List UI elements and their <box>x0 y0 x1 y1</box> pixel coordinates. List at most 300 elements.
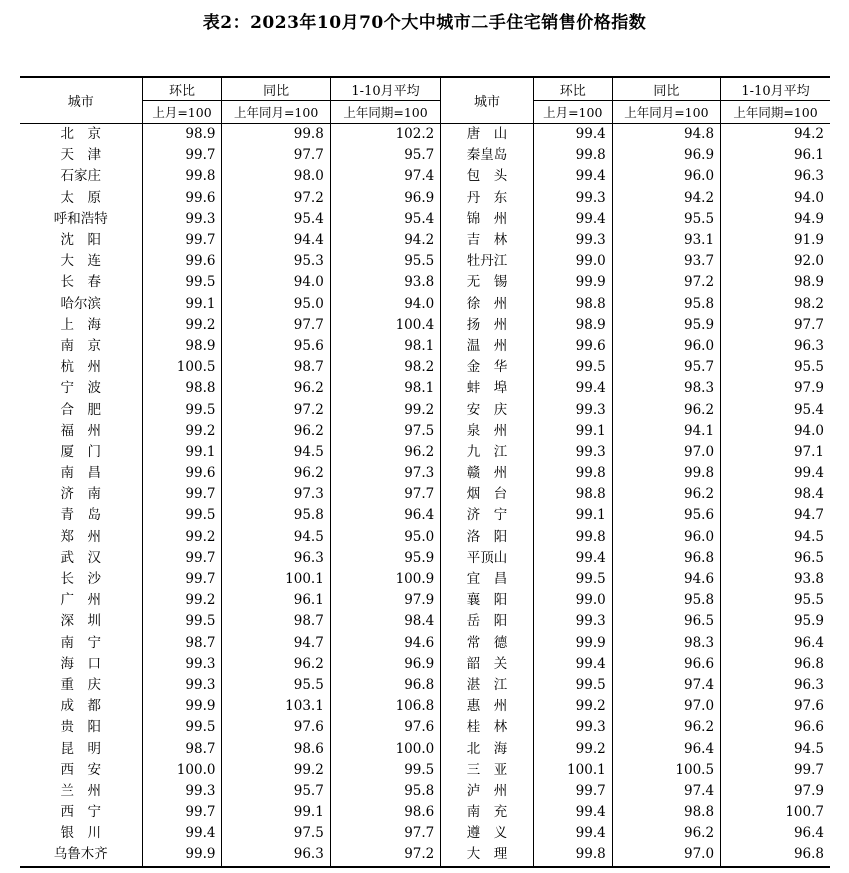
ytd-value-left: 96.8 <box>330 675 440 696</box>
yoy-value-right: 96.0 <box>612 166 720 187</box>
city-name-left: 兰 州 <box>60 782 101 799</box>
yoy-value-right: 94.2 <box>612 188 720 209</box>
mom-value-left: 99.2 <box>142 527 222 548</box>
ytd-value-left: 95.5 <box>330 251 440 272</box>
ytd-value-left: 97.7 <box>330 484 440 505</box>
ytd-value-right: 99.7 <box>721 760 830 781</box>
mom-value-right: 99.9 <box>533 633 612 654</box>
yoy-value-left: 95.3 <box>222 251 330 272</box>
header-city-left: 城市 <box>20 77 142 124</box>
city-name-left: 厦 门 <box>60 443 101 460</box>
city-name-left: 合 肥 <box>60 401 101 418</box>
ytd-value-right: 95.4 <box>721 399 830 420</box>
mom-value-left: 99.1 <box>142 442 222 463</box>
ytd-value-right: 97.7 <box>721 315 830 336</box>
city-name-right: 徐 州 <box>441 294 534 315</box>
table-row <box>20 442 830 463</box>
yoy-value-right: 96.6 <box>612 654 720 675</box>
city-name-right: 安 庆 <box>441 399 534 420</box>
mom-value-right: 99.4 <box>533 209 612 230</box>
yoy-value-right: 96.5 <box>612 611 720 632</box>
mom-value-right: 99.4 <box>533 823 612 844</box>
city-name-left: 广 州 <box>60 592 101 609</box>
yoy-value-left: 98.7 <box>222 611 330 632</box>
mom-value-left: 98.9 <box>142 336 222 357</box>
city-name-right: 金 华 <box>441 357 534 378</box>
header-yoy-left: 同比 <box>222 77 330 101</box>
yoy-value-left: 96.2 <box>222 421 330 442</box>
city-name-right: 丹 东 <box>441 188 534 209</box>
table-row <box>20 590 830 611</box>
mom-value-right: 98.8 <box>533 484 612 505</box>
mom-value-left: 99.4 <box>142 823 222 844</box>
yoy-value-left: 96.3 <box>222 844 330 866</box>
ytd-value-left: 95.7 <box>330 145 440 166</box>
ytd-value-right: 94.5 <box>721 738 830 759</box>
ytd-value-right: 96.8 <box>721 654 830 675</box>
ytd-value-right: 96.4 <box>721 823 830 844</box>
ytd-value-left: 94.2 <box>330 230 440 251</box>
mom-value-right: 99.0 <box>533 590 612 611</box>
yoy-value-left: 94.5 <box>222 527 330 548</box>
city-name-left: 西 宁 <box>60 804 101 821</box>
city-name-left: 长 沙 <box>60 571 101 588</box>
table-row <box>20 844 830 866</box>
yoy-value-left: 97.5 <box>222 823 330 844</box>
yoy-value-right: 94.8 <box>612 124 720 146</box>
city-name-left: 石家庄 <box>60 168 101 185</box>
city-name-right: 包 头 <box>441 166 534 187</box>
yoy-value-left: 94.5 <box>222 442 330 463</box>
mom-value-left: 99.7 <box>142 802 222 823</box>
ytd-value-left: 106.8 <box>330 696 440 717</box>
mom-value-left: 98.7 <box>142 633 222 654</box>
city-name-right: 唐 山 <box>441 124 534 146</box>
ytd-value-left: 94.0 <box>330 294 440 315</box>
mom-value-right: 99.3 <box>533 717 612 738</box>
ytd-value-right: 95.5 <box>721 357 830 378</box>
mom-value-left: 99.7 <box>142 548 222 569</box>
ytd-value-left: 93.8 <box>330 272 440 293</box>
table-row <box>20 823 830 844</box>
city-name-left: 乌鲁木齐 <box>20 844 142 866</box>
city-name-right: 秦皇岛 <box>441 145 534 166</box>
header-yoy-base-left: 上年同月=100 <box>222 101 330 124</box>
table-row <box>20 717 830 738</box>
table-row <box>20 654 830 675</box>
city-name-left: 哈尔滨 <box>60 295 101 312</box>
table-row <box>20 633 830 654</box>
table-row <box>20 399 830 420</box>
mom-value-left: 99.5 <box>142 717 222 738</box>
ytd-value-left: 97.6 <box>330 717 440 738</box>
ytd-value-right: 95.9 <box>721 611 830 632</box>
ytd-value-left: 98.4 <box>330 611 440 632</box>
city-name-left: 青 岛 <box>60 507 101 524</box>
city-name-left: 大 连 <box>60 253 101 270</box>
ytd-value-left: 102.2 <box>330 124 440 146</box>
mom-value-right: 98.8 <box>533 294 612 315</box>
ytd-value-right: 99.4 <box>721 463 830 484</box>
city-name-right: 惠 州 <box>441 696 534 717</box>
ytd-value-left: 95.4 <box>330 209 440 230</box>
mom-value-right: 99.4 <box>533 124 612 146</box>
ytd-value-left: 98.6 <box>330 802 440 823</box>
mom-value-left: 99.5 <box>142 399 222 420</box>
city-name-left: 南 宁 <box>60 634 101 651</box>
mom-value-right: 99.2 <box>533 738 612 759</box>
yoy-value-right: 93.7 <box>612 251 720 272</box>
yoy-value-left: 96.2 <box>222 654 330 675</box>
ytd-value-right: 96.6 <box>721 717 830 738</box>
city-name-left: 太 原 <box>60 189 101 206</box>
mom-value-left: 99.3 <box>142 781 222 802</box>
city-name-left: 银 川 <box>60 825 101 842</box>
yoy-value-left: 97.3 <box>222 484 330 505</box>
yoy-value-left: 96.2 <box>222 463 330 484</box>
yoy-value-right: 95.5 <box>612 209 720 230</box>
mom-value-right: 98.9 <box>533 315 612 336</box>
yoy-value-left: 95.8 <box>222 505 330 526</box>
yoy-value-right: 95.6 <box>612 505 720 526</box>
city-name-right: 大 理 <box>441 844 534 866</box>
ytd-value-right: 100.7 <box>721 802 830 823</box>
ytd-value-left: 97.2 <box>330 844 440 866</box>
mom-value-right: 99.6 <box>533 336 612 357</box>
city-name-right: 岳 阳 <box>441 611 534 632</box>
yoy-value-left: 96.2 <box>222 378 330 399</box>
mom-value-left: 99.3 <box>142 675 222 696</box>
yoy-value-right: 96.8 <box>612 548 720 569</box>
table-row <box>20 548 830 569</box>
table-row <box>20 209 830 230</box>
ytd-value-right: 94.0 <box>721 421 830 442</box>
table-row <box>20 294 830 315</box>
yoy-value-left: 98.7 <box>222 357 330 378</box>
city-name-right: 牡丹江 <box>441 251 534 272</box>
yoy-value-left: 96.1 <box>222 590 330 611</box>
mom-value-right: 99.8 <box>533 145 612 166</box>
yoy-value-right: 94.6 <box>612 569 720 590</box>
city-name-left: 济 南 <box>60 486 101 503</box>
header-ytd-right: 1-10月平均 <box>721 77 830 101</box>
table-row <box>20 421 830 442</box>
table-row <box>20 611 830 632</box>
mom-value-right: 99.2 <box>533 696 612 717</box>
city-name-left: 郑 州 <box>60 528 101 545</box>
yoy-value-right: 96.2 <box>612 484 720 505</box>
yoy-value-right: 97.4 <box>612 675 720 696</box>
city-name-left: 武 汉 <box>60 549 101 566</box>
ytd-value-right: 98.9 <box>721 272 830 293</box>
mom-value-left: 100.0 <box>142 760 222 781</box>
table-title: 表2：2023年10月70个大中城市二手住宅销售价格指数 <box>202 13 647 33</box>
mom-value-left: 99.9 <box>142 696 222 717</box>
ytd-value-left: 99.5 <box>330 760 440 781</box>
table-row <box>20 145 830 166</box>
city-name-right: 遵 义 <box>441 823 534 844</box>
yoy-value-right: 98.8 <box>612 802 720 823</box>
mom-value-left: 99.1 <box>142 294 222 315</box>
ytd-value-left: 97.7 <box>330 823 440 844</box>
yoy-value-right: 97.0 <box>612 442 720 463</box>
mom-value-right: 99.3 <box>533 442 612 463</box>
mom-value-left: 99.5 <box>142 505 222 526</box>
yoy-value-left: 97.2 <box>222 399 330 420</box>
city-name-left: 沈 阳 <box>60 232 101 249</box>
mom-value-right: 99.8 <box>533 844 612 866</box>
city-name-left: 杭 州 <box>60 359 101 376</box>
ytd-value-left: 98.1 <box>330 378 440 399</box>
mom-value-right: 99.0 <box>533 251 612 272</box>
city-name-left: 西 安 <box>60 761 101 778</box>
city-name-right: 蚌 埠 <box>441 378 534 399</box>
mom-value-right: 99.3 <box>533 188 612 209</box>
table-row <box>20 463 830 484</box>
mom-value-right: 99.4 <box>533 802 612 823</box>
ytd-value-left: 96.9 <box>330 654 440 675</box>
mom-value-right: 99.4 <box>533 548 612 569</box>
ytd-value-left: 97.5 <box>330 421 440 442</box>
mom-value-left: 99.6 <box>142 463 222 484</box>
table-row <box>20 378 830 399</box>
ytd-value-right: 92.0 <box>721 251 830 272</box>
ytd-value-right: 96.3 <box>721 336 830 357</box>
city-name-right: 韶 关 <box>441 654 534 675</box>
table-row <box>20 569 830 590</box>
ytd-value-left: 95.8 <box>330 781 440 802</box>
mom-value-left: 99.3 <box>142 209 222 230</box>
city-name-left: 北 京 <box>60 126 101 143</box>
table-row <box>20 505 830 526</box>
ytd-value-right: 97.9 <box>721 781 830 802</box>
header-ytd-base-left: 上年同期=100 <box>330 101 440 124</box>
mom-value-left: 99.6 <box>142 188 222 209</box>
mom-value-left: 99.8 <box>142 166 222 187</box>
table-row <box>20 166 830 187</box>
ytd-value-right: 97.1 <box>721 442 830 463</box>
yoy-value-left: 97.7 <box>222 145 330 166</box>
yoy-value-right: 95.8 <box>612 294 720 315</box>
city-name-right: 吉 林 <box>441 230 534 251</box>
yoy-value-left: 95.0 <box>222 294 330 315</box>
yoy-value-left: 99.2 <box>222 760 330 781</box>
ytd-value-left: 94.6 <box>330 633 440 654</box>
city-name-left: 天 津 <box>60 147 101 164</box>
city-name-left: 宁 波 <box>60 380 101 397</box>
header-ytd-base-right: 上年同期=100 <box>721 101 830 124</box>
ytd-value-right: 96.3 <box>721 675 830 696</box>
city-name-left: 福 州 <box>60 422 101 439</box>
mom-value-left: 100.5 <box>142 357 222 378</box>
table-row <box>20 188 830 209</box>
yoy-value-left: 94.7 <box>222 633 330 654</box>
ytd-value-left: 99.2 <box>330 399 440 420</box>
city-name-right: 洛 阳 <box>441 527 534 548</box>
ytd-value-right: 98.4 <box>721 484 830 505</box>
yoy-value-left: 95.7 <box>222 781 330 802</box>
mom-value-left: 99.7 <box>142 569 222 590</box>
yoy-value-left: 98.0 <box>222 166 330 187</box>
mom-value-left: 99.9 <box>142 844 222 866</box>
yoy-value-right: 96.2 <box>612 399 720 420</box>
yoy-value-left: 103.1 <box>222 696 330 717</box>
city-name-right: 湛 江 <box>441 675 534 696</box>
yoy-value-right: 98.3 <box>612 633 720 654</box>
yoy-value-left: 100.1 <box>222 569 330 590</box>
ytd-value-right: 96.5 <box>721 548 830 569</box>
header-city-right: 城市 <box>441 77 534 124</box>
table-row <box>20 124 830 146</box>
table-row <box>20 315 830 336</box>
ytd-value-right: 94.0 <box>721 188 830 209</box>
ytd-value-left: 100.9 <box>330 569 440 590</box>
ytd-value-right: 97.6 <box>721 696 830 717</box>
yoy-value-right: 96.9 <box>612 145 720 166</box>
ytd-value-right: 96.8 <box>721 844 830 866</box>
yoy-value-right: 98.3 <box>612 378 720 399</box>
mom-value-right: 99.4 <box>533 378 612 399</box>
city-name-right: 锦 州 <box>441 209 534 230</box>
yoy-value-left: 99.1 <box>222 802 330 823</box>
yoy-value-left: 95.5 <box>222 675 330 696</box>
ytd-value-left: 97.3 <box>330 463 440 484</box>
yoy-value-right: 97.0 <box>612 844 720 866</box>
ytd-value-right: 96.1 <box>721 145 830 166</box>
ytd-value-right: 96.4 <box>721 633 830 654</box>
ytd-value-left: 95.0 <box>330 527 440 548</box>
yoy-value-left: 95.4 <box>222 209 330 230</box>
mom-value-left: 98.9 <box>142 124 222 146</box>
yoy-value-right: 96.2 <box>612 717 720 738</box>
mom-value-right: 99.8 <box>533 463 612 484</box>
city-name-right: 南 充 <box>441 802 534 823</box>
table-row <box>20 527 830 548</box>
mom-value-right: 99.7 <box>533 781 612 802</box>
table-row <box>20 738 830 759</box>
header-mom-base-right: 上月=100 <box>533 101 612 124</box>
mom-value-left: 99.2 <box>142 421 222 442</box>
yoy-value-right: 95.7 <box>612 357 720 378</box>
city-name-right: 济 宁 <box>441 505 534 526</box>
yoy-value-right: 99.8 <box>612 463 720 484</box>
mom-value-left: 99.7 <box>142 145 222 166</box>
yoy-value-left: 94.0 <box>222 272 330 293</box>
ytd-value-left: 98.2 <box>330 357 440 378</box>
ytd-value-right: 95.5 <box>721 590 830 611</box>
city-name-left: 南 京 <box>60 337 101 354</box>
city-name-left: 重 庆 <box>60 676 101 693</box>
yoy-value-right: 96.4 <box>612 738 720 759</box>
mom-value-right: 99.4 <box>533 166 612 187</box>
mom-value-right: 99.8 <box>533 527 612 548</box>
city-name-right: 扬 州 <box>441 315 534 336</box>
city-name-left: 深 圳 <box>60 613 101 630</box>
mom-value-left: 99.7 <box>142 230 222 251</box>
ytd-value-right: 91.9 <box>721 230 830 251</box>
city-name-left: 上 海 <box>60 316 101 333</box>
mom-value-left: 99.2 <box>142 590 222 611</box>
city-name-left: 呼和浩特 <box>53 210 108 227</box>
yoy-value-right: 100.5 <box>612 760 720 781</box>
mom-value-right: 99.1 <box>533 505 612 526</box>
city-name-right: 三 亚 <box>441 760 534 781</box>
ytd-value-left: 96.4 <box>330 505 440 526</box>
city-name-left: 海 口 <box>60 655 101 672</box>
ytd-value-left: 98.1 <box>330 336 440 357</box>
mom-value-right: 99.3 <box>533 611 612 632</box>
ytd-value-left: 100.4 <box>330 315 440 336</box>
city-name-left: 成 都 <box>60 698 101 715</box>
mom-value-left: 98.7 <box>142 738 222 759</box>
header-mom-right: 环比 <box>533 77 612 101</box>
yoy-value-left: 98.6 <box>222 738 330 759</box>
ytd-value-right: 94.9 <box>721 209 830 230</box>
mom-value-right: 99.3 <box>533 399 612 420</box>
yoy-value-left: 96.3 <box>222 548 330 569</box>
ytd-value-right: 93.8 <box>721 569 830 590</box>
city-name-right: 平顶山 <box>441 548 534 569</box>
table-row <box>20 230 830 251</box>
ytd-value-left: 97.4 <box>330 166 440 187</box>
mom-value-right: 99.3 <box>533 230 612 251</box>
city-name-right: 无 锡 <box>441 272 534 293</box>
mom-value-left: 99.7 <box>142 484 222 505</box>
yoy-value-right: 95.8 <box>612 590 720 611</box>
ytd-value-right: 98.2 <box>721 294 830 315</box>
mom-value-right: 99.5 <box>533 569 612 590</box>
city-name-right: 襄 阳 <box>441 590 534 611</box>
city-name-right: 烟 台 <box>441 484 534 505</box>
ytd-value-left: 96.2 <box>330 442 440 463</box>
header-ytd-left: 1-10月平均 <box>330 77 440 101</box>
city-name-right: 九 江 <box>441 442 534 463</box>
city-name-left: 昆 明 <box>60 740 101 757</box>
mom-value-left: 98.8 <box>142 378 222 399</box>
table-row <box>20 336 830 357</box>
city-name-right: 桂 林 <box>441 717 534 738</box>
mom-value-right: 99.1 <box>533 421 612 442</box>
ytd-value-left: 95.9 <box>330 548 440 569</box>
table-row <box>20 251 830 272</box>
yoy-value-left: 97.6 <box>222 717 330 738</box>
yoy-value-right: 93.1 <box>612 230 720 251</box>
city-name-left: 长 春 <box>60 274 101 291</box>
city-name-right: 赣 州 <box>441 463 534 484</box>
table-row <box>20 802 830 823</box>
table-body <box>20 124 830 867</box>
yoy-value-right: 96.0 <box>612 527 720 548</box>
city-name-right: 常 德 <box>441 633 534 654</box>
header-mom-base-left: 上月=100 <box>142 101 222 124</box>
city-name-right: 宜 昌 <box>441 569 534 590</box>
mom-value-left: 99.5 <box>142 611 222 632</box>
yoy-value-left: 99.8 <box>222 124 330 146</box>
header-yoy-right: 同比 <box>612 77 720 101</box>
mom-value-right: 100.1 <box>533 760 612 781</box>
table-row <box>20 696 830 717</box>
ytd-value-right: 96.3 <box>721 166 830 187</box>
table-row <box>20 675 830 696</box>
city-name-right: 泸 州 <box>441 781 534 802</box>
ytd-value-left: 96.9 <box>330 188 440 209</box>
table-row <box>20 484 830 505</box>
table-row <box>20 781 830 802</box>
table-row <box>20 357 830 378</box>
table-row <box>20 760 830 781</box>
ytd-value-left: 100.0 <box>330 738 440 759</box>
ytd-value-right: 94.5 <box>721 527 830 548</box>
